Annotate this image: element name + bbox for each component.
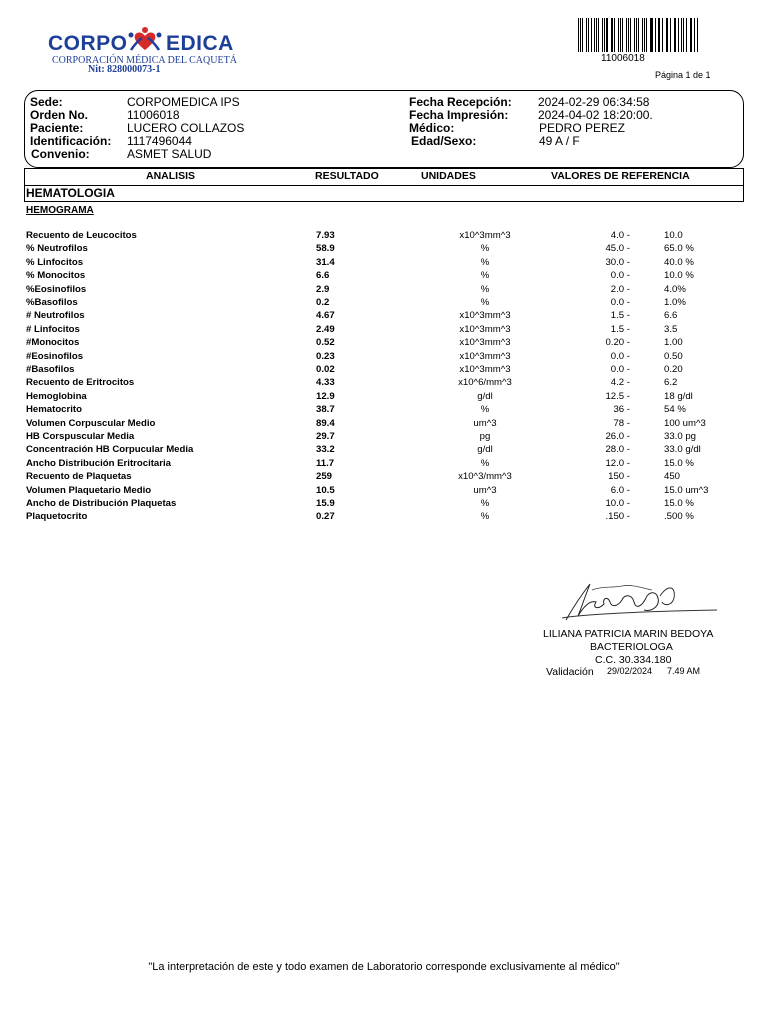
reference-low: 0.0 - xyxy=(610,350,630,362)
test-unit: g/dl xyxy=(477,444,493,456)
test-result: 6.6 xyxy=(316,270,330,282)
logo-subtitle: CORPORACIÓN MÉDICA DEL CAQUETÁ xyxy=(52,55,237,66)
reference-high: 6.6 xyxy=(664,310,678,322)
table-row xyxy=(0,404,768,417)
test-result: 2.9 xyxy=(316,283,330,295)
reference-high: 3.5 xyxy=(664,323,678,335)
reference-high: 100 um^3 xyxy=(664,417,706,429)
info-label: Paciente: xyxy=(30,121,84,135)
info-value: 1117496044 xyxy=(127,134,192,148)
heart-logo-icon xyxy=(127,26,163,56)
reference-low: 4.2 - xyxy=(610,377,630,389)
table-row xyxy=(0,270,768,283)
test-result: 0.02 xyxy=(316,364,335,375)
test-unit: um^3 xyxy=(473,417,497,429)
table-row xyxy=(0,324,768,337)
test-unit: g/dl xyxy=(477,390,493,402)
reference-low: 150 - xyxy=(608,471,630,483)
validation-label: Validación xyxy=(546,666,594,678)
footer-disclaimer: "La interpretación de este y todo examen de Laboratorio corresponde exclusivamente al médico" xyxy=(148,961,620,973)
table-row xyxy=(0,418,768,431)
test-name: % Neutrofilos xyxy=(26,243,88,255)
reference-high: 450 xyxy=(664,471,681,483)
logo xyxy=(48,26,248,75)
reference-low: 2.0 - xyxy=(610,283,630,295)
test-result: 4.67 xyxy=(316,310,335,322)
reference-high: 6.2 xyxy=(664,377,678,389)
reference-low: 45.0 - xyxy=(605,243,630,255)
test-name: Concentración HB Corpucular Media xyxy=(26,444,194,456)
test-unit: % xyxy=(480,511,490,523)
table-row xyxy=(0,297,768,310)
test-result: 10.5 xyxy=(316,484,335,496)
logo-nit: Nit: 828000073-1 xyxy=(88,64,161,75)
test-name: Volumen Plaquetario Medio xyxy=(26,484,152,496)
column-referencia: VALORES DE REFERENCIA xyxy=(551,170,690,182)
table-row xyxy=(0,310,768,323)
logo-text-right: EDICA xyxy=(166,32,234,55)
reference-high: 54 % xyxy=(664,404,686,416)
column-unidades: UNIDADES xyxy=(421,170,476,182)
signature-image xyxy=(552,576,722,626)
barcode-number: 11006018 xyxy=(601,53,645,64)
info-label: Fecha Recepción: xyxy=(409,95,512,109)
reference-high: 1.0% xyxy=(664,297,686,308)
test-result: 4.33 xyxy=(316,377,335,389)
test-result: 7.93 xyxy=(316,230,335,241)
reference-high: .500 % xyxy=(664,511,694,523)
test-name: % Linfocitos xyxy=(26,256,84,268)
table-row xyxy=(0,230,768,243)
table-row xyxy=(0,458,768,471)
reference-high: 40.0 % xyxy=(664,256,694,268)
info-value: PEDRO PEREZ xyxy=(539,121,626,135)
test-unit: % xyxy=(480,404,490,416)
test-result: 58.9 xyxy=(316,243,335,255)
test-name: Volumen Corpuscular Medio xyxy=(26,417,156,429)
validation-time: 7.49 AM xyxy=(667,666,701,676)
table-row xyxy=(0,243,768,256)
info-label: Fecha Impresión: xyxy=(409,108,509,122)
reference-low: 6.0 - xyxy=(610,484,630,496)
reference-high: 0.20 xyxy=(664,364,683,375)
reference-high: 33.0 g/dl xyxy=(664,444,701,456)
table-row xyxy=(0,337,768,350)
test-unit: x10^3mm^3 xyxy=(459,337,511,349)
info-value: 11006018 xyxy=(127,108,180,122)
test-name: Recuento de Eritrocitos xyxy=(26,377,135,389)
test-unit: % xyxy=(480,256,490,268)
reference-high: 65.0 % xyxy=(664,243,694,255)
signer-title: BACTERIOLOGA xyxy=(590,641,673,653)
test-result: 38.7 xyxy=(316,404,335,416)
test-result: 31.4 xyxy=(316,256,335,268)
info-label: Edad/Sexo: xyxy=(411,134,477,148)
info-value: 2024-04-02 18:20:00. xyxy=(538,108,653,122)
info-label: Médico: xyxy=(409,121,455,135)
reference-high: 1.00 xyxy=(664,337,683,349)
info-value: ASMET SALUD xyxy=(127,147,212,161)
test-name: %Basofilos xyxy=(26,297,78,308)
reference-low: .150 - xyxy=(605,511,630,523)
section-bar xyxy=(24,186,744,202)
logo-text-left: CORPO xyxy=(48,32,128,55)
reference-low: 28.0 - xyxy=(605,444,630,456)
test-name: Hemoglobina xyxy=(26,390,87,402)
test-result: 33.2 xyxy=(316,444,335,456)
validation-date: 29/02/2024 xyxy=(607,666,653,676)
reference-low: 1.5 - xyxy=(610,310,630,322)
test-unit: % xyxy=(480,270,490,282)
test-name: % Monocitos xyxy=(26,270,86,282)
reference-low: 12.5 - xyxy=(605,390,630,402)
test-result: 0.2 xyxy=(316,297,330,308)
test-name: Ancho Distribución Eritrocitaria xyxy=(26,457,171,469)
test-name: Recuento de Plaquetas xyxy=(26,471,132,483)
reference-high: 18 g/dl xyxy=(664,390,693,402)
page-number: Página 1 de 1 xyxy=(655,70,711,80)
reference-low: 0.0 - xyxy=(610,297,630,308)
reference-low: 0.0 - xyxy=(610,364,630,375)
info-value: CORPOMEDICA IPS xyxy=(127,95,240,109)
test-name: Plaquetocrito xyxy=(26,511,88,523)
test-name: #Eosinofilos xyxy=(26,350,84,362)
test-unit: x10^3mm^3 xyxy=(459,323,511,335)
reference-high: 15.0 % xyxy=(664,457,694,469)
reference-low: 78 - xyxy=(613,417,630,429)
test-result: 2.49 xyxy=(316,323,335,335)
reference-high: 15.0 % xyxy=(664,498,694,509)
reference-low: 10.0 - xyxy=(605,498,630,509)
test-name: #Basofilos xyxy=(26,364,75,375)
test-name: # Neutrofilos xyxy=(26,310,85,322)
table-row xyxy=(0,498,768,511)
test-result: 11.7 xyxy=(316,457,335,469)
table-row xyxy=(0,471,768,484)
test-unit: um^3 xyxy=(473,484,497,496)
table-row xyxy=(0,284,768,297)
reference-high: 0.50 xyxy=(664,350,683,362)
reference-low: 4.0 - xyxy=(610,230,630,241)
column-resultado: RESULTADO xyxy=(315,170,379,182)
table-row xyxy=(0,391,768,404)
test-result: 12.9 xyxy=(316,390,335,402)
test-name: Ancho de Distribución Plaquetas xyxy=(26,498,177,509)
test-name: # Linfocitos xyxy=(26,323,80,335)
test-unit: x10^3/mm^3 xyxy=(458,471,512,483)
table-row xyxy=(0,444,768,457)
reference-high: 4.0% xyxy=(664,283,686,295)
table-row xyxy=(0,485,768,498)
test-unit: % xyxy=(480,283,490,295)
reference-low: 0.0 - xyxy=(610,270,630,282)
signer-name: LILIANA PATRICIA MARIN BEDOYA xyxy=(543,628,714,640)
reference-high: 10.0 % xyxy=(664,270,694,282)
test-unit: pg xyxy=(479,431,491,442)
column-analisis: ANALISIS xyxy=(146,170,196,182)
info-value: 49 A / F xyxy=(539,134,580,148)
test-result: 0.52 xyxy=(316,337,335,349)
section-title: HEMATOLOGIA xyxy=(26,186,115,200)
table-row xyxy=(0,377,768,390)
test-result: 29.7 xyxy=(316,431,335,442)
subsection-title: HEMOGRAMA xyxy=(26,205,94,216)
reference-low: 12.0 - xyxy=(605,457,630,469)
info-label: Sede: xyxy=(30,95,63,109)
signer-id: C.C. 30.334.180 xyxy=(595,654,672,666)
reference-low: 30.0 - xyxy=(605,256,630,268)
test-result: 259 xyxy=(316,471,333,483)
test-unit: x10^3mm^3 xyxy=(459,310,511,322)
table-row xyxy=(0,351,768,364)
test-name: #Monocitos xyxy=(26,337,80,349)
test-unit: % xyxy=(480,297,490,308)
info-label: Identificación: xyxy=(30,134,112,148)
table-row xyxy=(0,511,768,524)
test-name: Hematocrito xyxy=(26,404,82,416)
test-name: %Eosinofilos xyxy=(26,283,87,295)
info-value: 2024-02-29 06:34:58 xyxy=(538,95,650,109)
reference-high: 33.0 pg xyxy=(664,431,697,442)
test-unit: x10^3mm^3 xyxy=(459,350,511,362)
test-result: 89.4 xyxy=(316,417,335,429)
test-unit: x10^3mm^3 xyxy=(459,364,511,375)
test-unit: % xyxy=(480,498,490,509)
test-name: HB Corspuscular Media xyxy=(26,431,135,442)
table-row xyxy=(0,431,768,444)
table-row xyxy=(0,257,768,270)
test-unit: x10^6/mm^3 xyxy=(458,377,512,389)
reference-low: 26.0 - xyxy=(605,431,630,442)
table-row xyxy=(0,364,768,377)
info-value: LUCERO COLLAZOS xyxy=(127,121,245,135)
barcode xyxy=(578,18,699,52)
reference-low: 0.20 - xyxy=(605,337,630,349)
test-unit: x10^3mm^3 xyxy=(459,230,511,241)
info-label: Convenio: xyxy=(31,147,90,161)
reference-high: 15.0 um^3 xyxy=(664,484,709,496)
reference-high: 10.0 xyxy=(664,230,683,241)
test-result: 0.27 xyxy=(316,511,335,523)
info-label: Orden No. xyxy=(30,108,89,122)
reference-low: 36 - xyxy=(613,404,630,416)
test-result: 15.9 xyxy=(316,498,335,509)
reference-low: 1.5 - xyxy=(610,323,630,335)
test-result: 0.23 xyxy=(316,350,335,362)
test-unit: % xyxy=(480,243,490,255)
test-unit: % xyxy=(480,457,490,469)
test-name: Recuento de Leucocitos xyxy=(26,230,137,241)
